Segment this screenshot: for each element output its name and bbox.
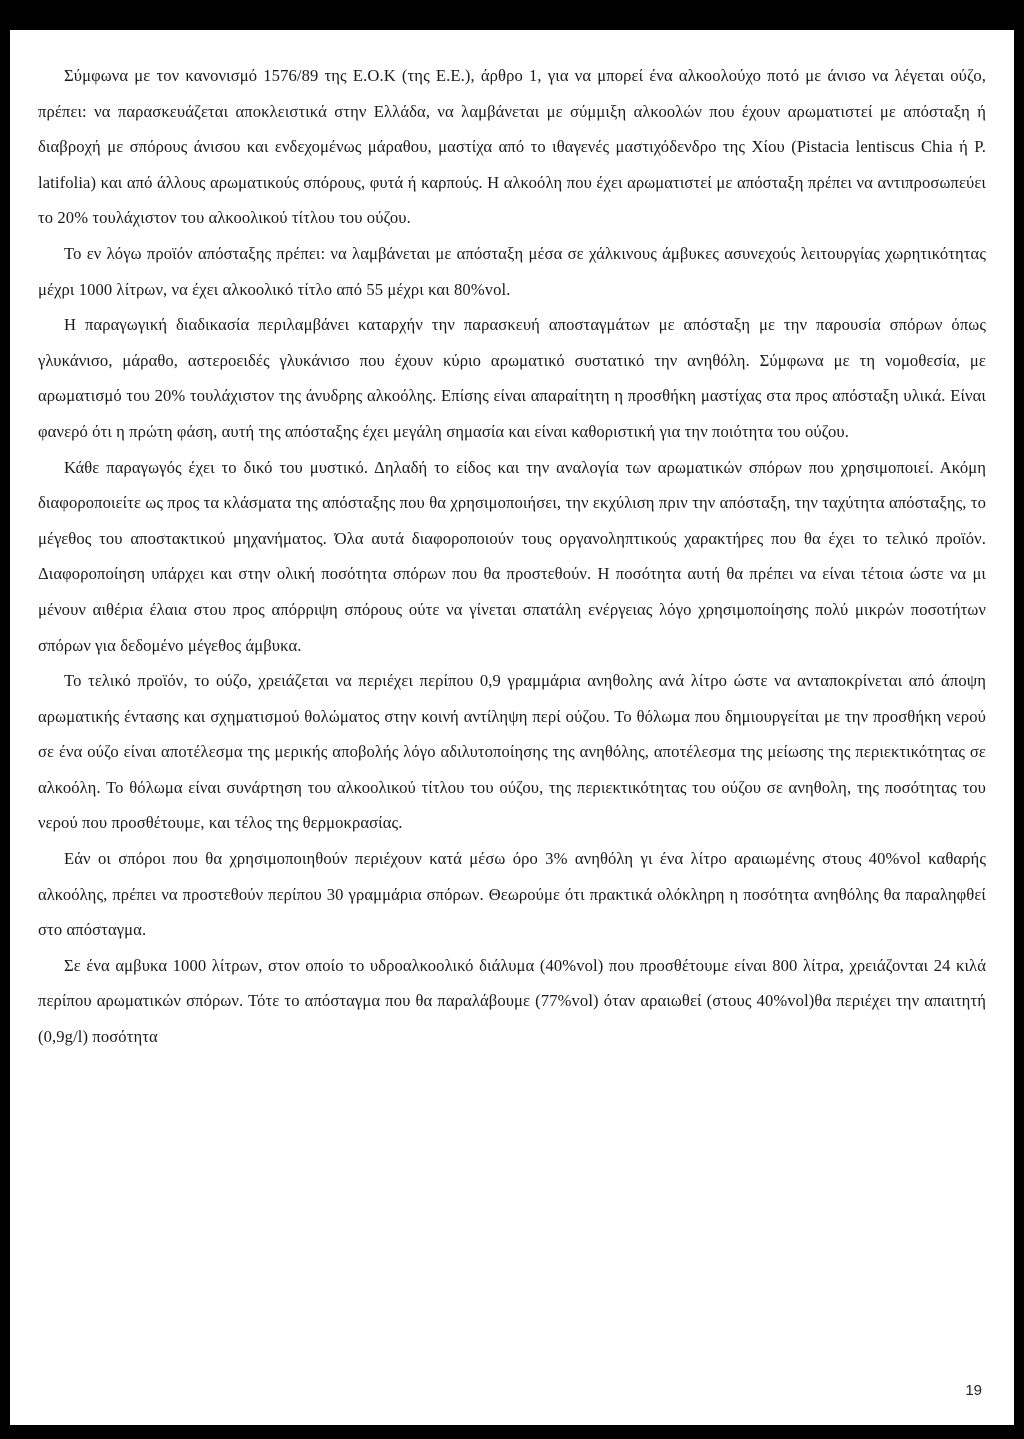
paragraph-producer-secret: Κάθε παραγωγός έχει το δικό του μυστικό. Δηλαδή το είδος και την αναλογία των αρωματικών σπόρων που χρησιμοποιεί. Ακόμη διαφοροποιείτε ως προς τα κλάσματα της απόσταξης που θα χρησιμοποιήσει, την εκχύλιση πριν την απόσταξη, την ταχύτητα απόσταξης, το μέγεθος του αποστακτικού μηχανήματος. Όλα αυτά διαφοροποιούν τους οργανοληπτικούς χαρακτήρες που θα έχει το τελικό προϊόν. Διαφοροποίηση υπάρχει και στην ολική ποσότητα σπόρων που θα προστεθούν. Η ποσότητα αυτή θα πρέπει να είναι τέτοια ώστε να μι μένουν αιθέρια έλαια στου προς απόρριψη σπόρους ούτε να γίνεται σπατάλη ενέργειας λόγο χρησιμοποίησης πολύ μικρών ποσοτήτων σπόρων για δεδομένο μέγεθος άμβυκα. bbox=[38, 457, 986, 655]
paragraph-regulation: Σύμφωνα με τον κανονισμό 1576/89 της Ε.Ο.Κ (της Ε.Ε.), άρθρο 1, για να μπορεί ένα αλκοολούχο ποτό με άνισο να λέγεται ούζο, πρέπει: να παρασκευάζεται αποκλειστικά στην Ελλάδα, να λαμβάνεται με σύμμιξη αλκοολών που έχουν αρωματιστεί με απόσταξη ή διαβροχή με σπόρους άνισου και ενδεχομένως μάραθου, μαστίχα από το ιθαγενές μαστιχόδενδρο της Χίου (Pistacia lentiscus Chia ή P. latifolia) και από άλλους αρωματικούς σπόρους, φυτά ή καρπούς. Η αλκοόλη που έχει αρωματιστεί με απόσταξη πρέπει να αντιπροσωπεύει το 20% τουλάχιστον του αλκοολικού τίτλου του ούζου. bbox=[38, 66, 986, 228]
paragraph-seed-content: Εάν οι σπόροι που θα χρησιμοποιηθούν περιέχουν κατά μέσω όρο 3% ανηθόλη γι ένα λίτρο αραιωμένης στους 40%vol καθαρής αλκοόλης, πρέπει να προστεθούν περίπου 30 γραμμάρια σπόρων. Θεωρούμε ότι πρακτικά ολόκληρη η ποσότητα ανηθόλης θα παραληφθεί στο απόσταγμα. bbox=[38, 849, 986, 940]
document-page bbox=[38, 58, 986, 1055]
page-number: 19 bbox=[965, 1382, 982, 1399]
paragraph-distillation-product: Το εν λόγω προϊόν απόσταξης πρέπει: να λαμβάνεται με απόσταξη μέσα σε χάλκινους άμβυκες ασυνεχούς λειτουργίας χωρητικότητας μέχρι 1000 λίτρων, να έχει αλκοολικό τίτλο από 55 μέχρι και 80%vol. bbox=[38, 243, 986, 299]
paragraph-production-process: Η παραγωγική διαδικασία περιλαμβάνει καταρχήν την παρασκευή αποσταγμάτων με απόσταξη με την παρουσία σπόρων όπως γλυκάνισο, μάραθο, αστεροειδές γλυκάνισο που έχουν κύριο αρωματικό συστατικό την ανηθόλη. Σύμφωνα με τη νομοθεσία, με αρωματισμό του 20% τουλάχιστον της άνυδρης αλκοόλης. Επίσης είναι απαραίτητη η προσθήκη μαστίχας στα προς απόσταξη υλικά. Είναι φανερό ότι η πρώτη φάση, αυτή της απόσταξης έχει μεγάλη σημασία και είναι καθοριστική για την ποιότητα του ούζου. bbox=[38, 315, 986, 441]
paragraph-still-example: Σε ένα αμβυκα 1000 λίτρων, στον οποίο το υδροαλκοολικό διάλυμα (40%vol) που προσθέτουμε είναι 800 λίτρα, χρειάζονται 24 κιλά περίπου αρωματικών σπόρων. Τότε το απόσταγμα που θα παραλάβουμε (77%vol) όταν αραιωθεί (στους 40%vol)θα περιέχει την απαιτητή (0,9g/l) ποσότητα bbox=[38, 955, 986, 1047]
paragraph-final-product: Το τελικό προϊόν, το ούζο, χρειάζεται να περιέχει περίπου 0,9 γραμμάρια ανηθολης ανά λίτρο ώστε να ανταποκρίνεται από άποψη αρωματικής έντασης και σχηματισμού θολώματος στην κοινή αντίληψη περί ούζου. Το θόλωμα που δημιουργείται με την προσθήκη νερού σε ένα ούζο είναι αποτέλεσμα της μερικής αποβολής λόγο αδιλυτοποίησης της ανηθόλης, αποτέλεσμα της μείωσης της περιεκτικότητας σε αλκοόλη. Το θόλωμα είναι συνάρτηση του αλκοολικού τίτλου του ούζου, της περιεκτικότητας του ούζου σε ανηθολη, της ποσότητας του νερού που προσθέτουμε, και τέλος της θερμοκρασίας. bbox=[38, 671, 986, 833]
